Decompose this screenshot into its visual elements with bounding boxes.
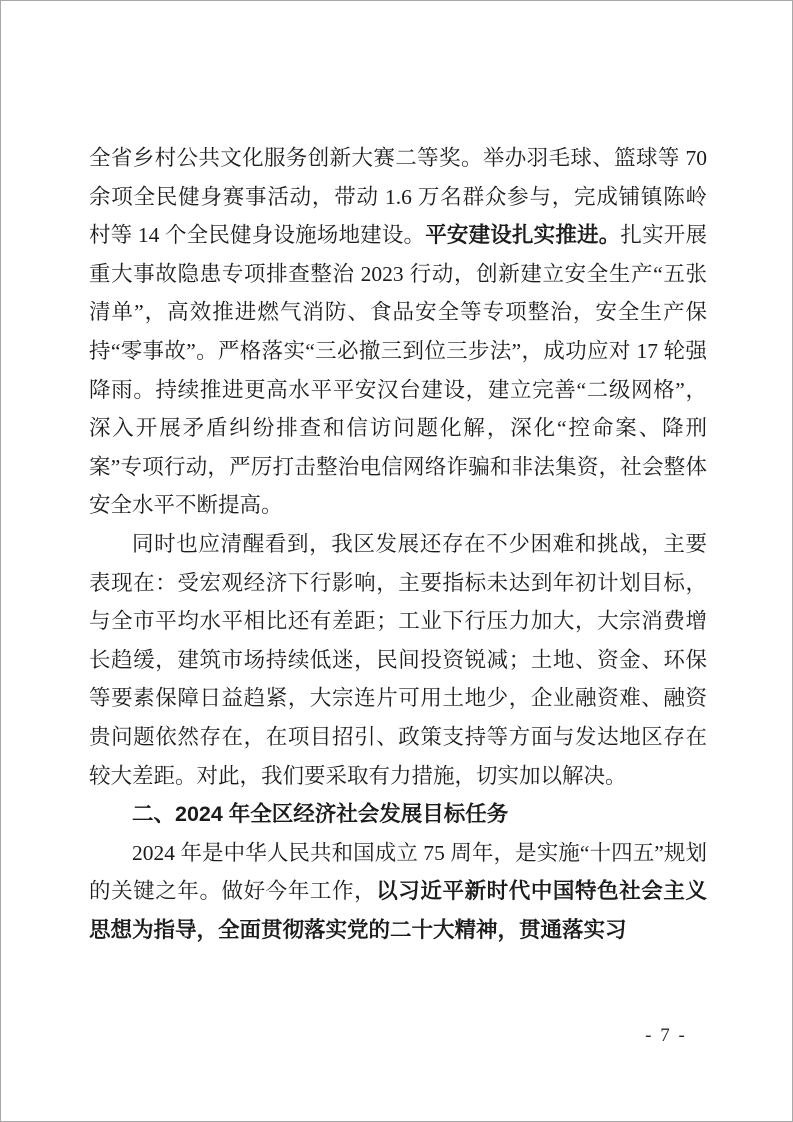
paragraph bbox=[89, 834, 707, 950]
paragraph bbox=[89, 525, 707, 795]
text-run: 以习近平新时代中国特色社会主义思想为指导，全面贯彻落实党的二十大精神，贯通落实习 bbox=[89, 879, 707, 942]
section-heading bbox=[89, 795, 707, 834]
text-run: 二、2024 年全区经济社会发展目标任务 bbox=[132, 802, 509, 827]
text-run: 同时也应清醒看到，我区发展还存在不少困难和挑战，主要表现在：受宏观经济下行影响，主要指标未达到年初计划目标，与全市平均水平相比还有差距；工业下行压力加大，大宗消费增长趋缓，建筑市场持续低迷，民间投资锐减；土地、资金、环保等要素保障日益趋紧，大宗连片可用土地少，企业融资难、融资贵问题依然存在，在项目招引、政策支持等方面与发达地区存在较大差距。对此，我们要采取有力措施，切实加以解决。 bbox=[89, 531, 707, 788]
text-run: 扎实开展重大事故隐患专项排查整治 2023 行动，创新建立安全生产“五张清单”，高效推进燃气消防、食品安全等专项整治，安全生产保持“零事故”。严格落实“三必撤三到位三步法”，成功应对 17 轮强降雨。持续推进更高水平平安汉台建设，建立完善“二级网格”，深入开展矛盾纠纷排查和信访问题化解，深化“控命案、降刑案”专项行动，严厉打击整治电信网络诈骗和非法集资，社会整体安全水平不断提高。 bbox=[89, 223, 707, 518]
text-run: 2024 年是中华人民共和国成立 75 周年，是实施“十四五”规划的关键之年。做好今年工作， bbox=[89, 840, 707, 904]
text-run: 全省乡村公共文化服务创新大赛二等奖。举办羽毛球、篮球等 70 余项全民健身赛事活动，带动 1.6 万名群众参与，完成铺镇陈岭村等 14 个全民健身设施场地建设。 bbox=[89, 146, 707, 248]
text-run: 平安建设扎实推进。 bbox=[425, 223, 621, 248]
page-number: - 7 - bbox=[645, 1025, 687, 1046]
text-block bbox=[89, 139, 707, 949]
paragraph bbox=[89, 139, 707, 525]
